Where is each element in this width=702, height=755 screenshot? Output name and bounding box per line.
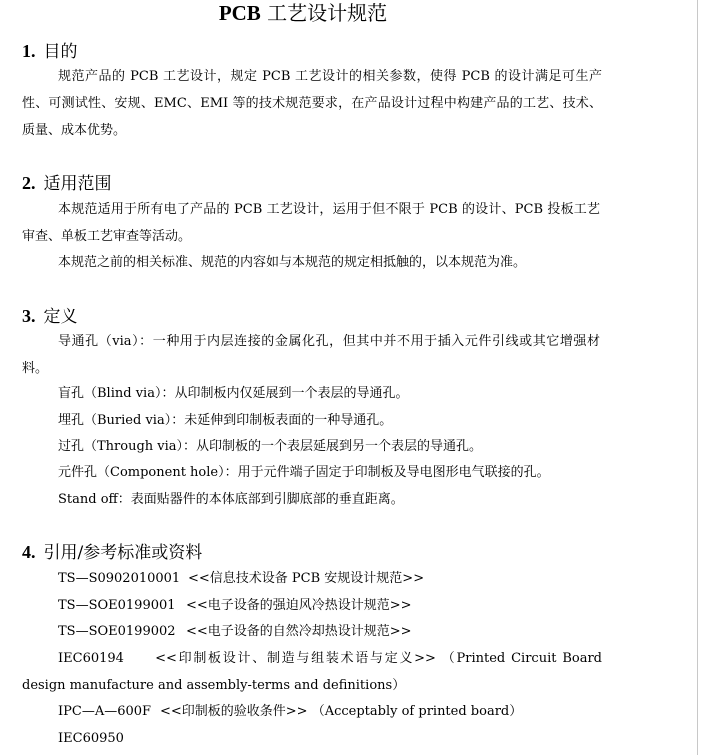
definition-item: 过孔（Through via）：从印制板的一个表层延展到另一个表层的导通孔。	[58, 439, 483, 454]
section-3-heading: 3. 定义	[22, 306, 78, 327]
reference-item: TS—SOE0199002 <<电子设备的自然冷却热设计规范>>	[58, 624, 412, 639]
page-edge-line	[697, 0, 698, 755]
definition-item: 埋孔（Buried via）：未延伸到印制板表面的一种导通孔。	[58, 413, 393, 428]
reference-iec60194: IEC60194 <<印制板设计、制造与组装术语与定义>> （Printed Circuit Board design manufacture and assembly-terms and definitions）	[22, 651, 602, 693]
section-3-paragraph: 导通孔（via）：一种用于内层连接的金属化孔，但其中并不用于插入元件引线或其它增强材料。	[22, 334, 600, 376]
section-1-paragraph: 规范产品的 PCB 工艺设计，规定 PCB 工艺设计的相关参数，使得 PCB 的设计满足可生产性、可测试性、安规、EMC、EMI 等的技术规范要求，在产品设计过程中构建产品的工艺、技术、质量、成本优势。	[22, 69, 602, 138]
reference-item: TS—S0902010001 <<信息技术设备 PCB 安规设计规范>>	[58, 571, 425, 586]
section-2-heading: 2. 适用范围	[22, 173, 112, 194]
section-1-heading: 1. 目的	[22, 41, 78, 62]
definition-item: 盲孔（Blind via）：从印制板内仅延展到一个表层的导通孔。	[58, 386, 409, 401]
title-chinese: 工艺设计规范	[260, 1, 388, 25]
reference-item: TS—SOE0199001 <<电子设备的强迫风冷热设计规范>>	[58, 598, 412, 613]
section-2-paragraph-1: 本规范适用于所有电了产品的 PCB 工艺设计，运用于但不限于 PCB 的设计、PCB 投板工艺审查、单板工艺审查等活动。	[22, 202, 600, 244]
document-title	[0, 0, 606, 26]
reference-item: IEC60950	[58, 731, 124, 746]
definition-item: 元件孔（Component hole）：用于元件端子固定于印制板及导电图形电气联接的孔。	[58, 465, 550, 480]
reference-item: IPC—A—600F <<印制板的验收条件>> （Acceptably of printed board）	[58, 704, 523, 719]
definition-item: Stand off：表面贴器件的本体底部到引脚底部的垂直距离。	[58, 492, 404, 507]
title-latin: PCB	[218, 1, 261, 25]
section-2-paragraph-2: 本规范之前的相关标准、规范的内容如与本规范的规定相抵触的，以本规范为准。	[58, 255, 527, 270]
section-4-heading: 4. 引用/参考标准或资料	[22, 542, 203, 563]
